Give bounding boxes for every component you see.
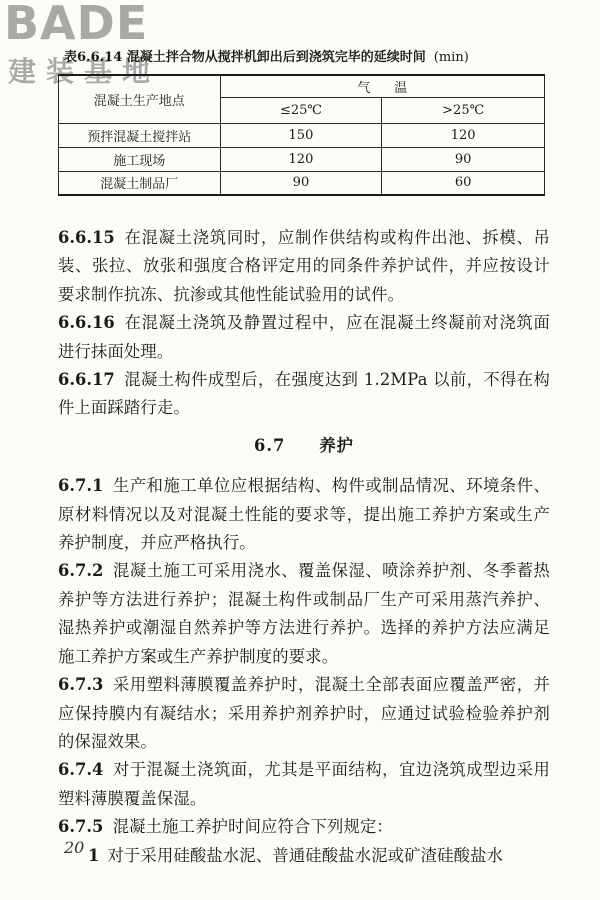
row-high-temp-value: 120 bbox=[382, 123, 545, 147]
section-title: 养护 bbox=[319, 435, 354, 455]
section-heading bbox=[58, 432, 550, 460]
clause-6-7-2 bbox=[58, 557, 550, 671]
row-place: 预拌混凝土搅拌站 bbox=[59, 123, 221, 147]
watermark-subtitle: 建装基地 bbox=[8, 55, 161, 88]
page-number: 20 bbox=[64, 838, 85, 857]
clause-number: 6.7.1 bbox=[58, 476, 104, 496]
row-low-temp-value: 150 bbox=[220, 123, 382, 147]
clause-number: 6.7.4 bbox=[58, 760, 104, 780]
item-text: 对于采用硅酸盐水泥、普通硅酸盐水泥或矿渣硅酸盐水 bbox=[107, 845, 504, 865]
watermark-brand: BADE bbox=[4, 0, 149, 50]
row-place: 施工现场 bbox=[59, 147, 221, 171]
clause-text: 混凝土施工可采用浇水、覆盖保湿、喷涂养护剂、冬季蓄热养护等方法进行养护；混凝土构件或制品厂生产可采用蒸汽养护、湿热养护或潮湿自然养护等方法进行养护。选择的养护方法应满足施工养护方案或生产养护制度的要求。 bbox=[58, 561, 550, 666]
clause-6-6-16 bbox=[58, 309, 550, 366]
clause-6-7-3 bbox=[58, 671, 550, 756]
delay-time-table bbox=[58, 74, 545, 196]
document-body bbox=[58, 224, 550, 870]
clause-text: 生产和施工单位应根据结构、构件或制品情况、环境条件、原材料情况以及对混凝土性能的要求等，提出施工养护方案或生产养护制度，并应严格执行。 bbox=[58, 476, 550, 553]
clause-text: 混凝土施工养护时间应符合下列规定： bbox=[112, 817, 393, 837]
clause-number: 6.6.16 bbox=[58, 313, 115, 333]
row-place: 混凝土制品厂 bbox=[59, 171, 221, 195]
clause-text: 在混凝土浇筑及静置过程中，应在混凝土终凝前对浇筑面进行抹面处理。 bbox=[58, 313, 550, 361]
table-row bbox=[59, 147, 545, 171]
header-temp-high: >25℃ bbox=[382, 97, 545, 123]
clause-6-7-4 bbox=[58, 756, 550, 813]
clause-number: 6.7.2 bbox=[58, 561, 104, 581]
table-row bbox=[59, 123, 545, 147]
row-low-temp-value: 90 bbox=[220, 171, 382, 195]
clause-6-6-15 bbox=[58, 224, 550, 309]
table-caption bbox=[64, 46, 584, 65]
clause-number: 6.7.3 bbox=[58, 675, 104, 695]
header-production-place: 混凝土生产地点 bbox=[59, 75, 221, 123]
clause-text: 在混凝土浇筑同时，应制作供结构或构件出池、拆模、吊装、张拉、放张和强度合格评定用的同条件养护试件，并应按设计要求制作抗冻、抗渗或其他性能试验用的试件。 bbox=[58, 228, 550, 304]
row-low-temp-value: 120 bbox=[220, 147, 382, 171]
clause-number: 6.6.17 bbox=[58, 370, 115, 390]
clause-6-6-17 bbox=[58, 366, 550, 423]
section-number: 6.7 bbox=[254, 435, 286, 455]
clause-number: 6.6.15 bbox=[58, 228, 115, 247]
clause-6-7-1 bbox=[58, 472, 550, 557]
clause-text: 采用塑料薄膜覆盖养护时，混凝土全部表面应覆盖严密，并应保持膜内有凝结水；采用养护剂养护时，应通过试验检验养护剂的保湿效果。 bbox=[58, 675, 550, 751]
clause-text: 对于混凝土浇筑面，尤其是平面结构，宜边浇筑成型边采用塑料薄膜覆盖保湿。 bbox=[58, 760, 550, 808]
header-temp-low: ≤25℃ bbox=[220, 97, 382, 123]
table-caption-text: 表6.6.14 混凝土拌合物从搅拌机卸出后到浇筑完毕的延续时间 bbox=[64, 50, 426, 65]
clause-number: 6.7.5 bbox=[58, 817, 104, 837]
item-number: 1 bbox=[88, 845, 100, 865]
table-unit: (min) bbox=[433, 50, 469, 65]
row-high-temp-value: 60 bbox=[382, 171, 545, 195]
header-temperature: 气温 bbox=[220, 75, 544, 97]
table-row bbox=[59, 171, 545, 195]
row-high-temp-value: 90 bbox=[382, 147, 545, 171]
clause-6-7-5 bbox=[58, 813, 550, 841]
clause-6-7-5-item-1 bbox=[58, 842, 550, 870]
clause-text: 混凝土构件成型后，在强度达到 1.2MPa 以前，不得在构件上面踩踏行走。 bbox=[58, 370, 550, 418]
